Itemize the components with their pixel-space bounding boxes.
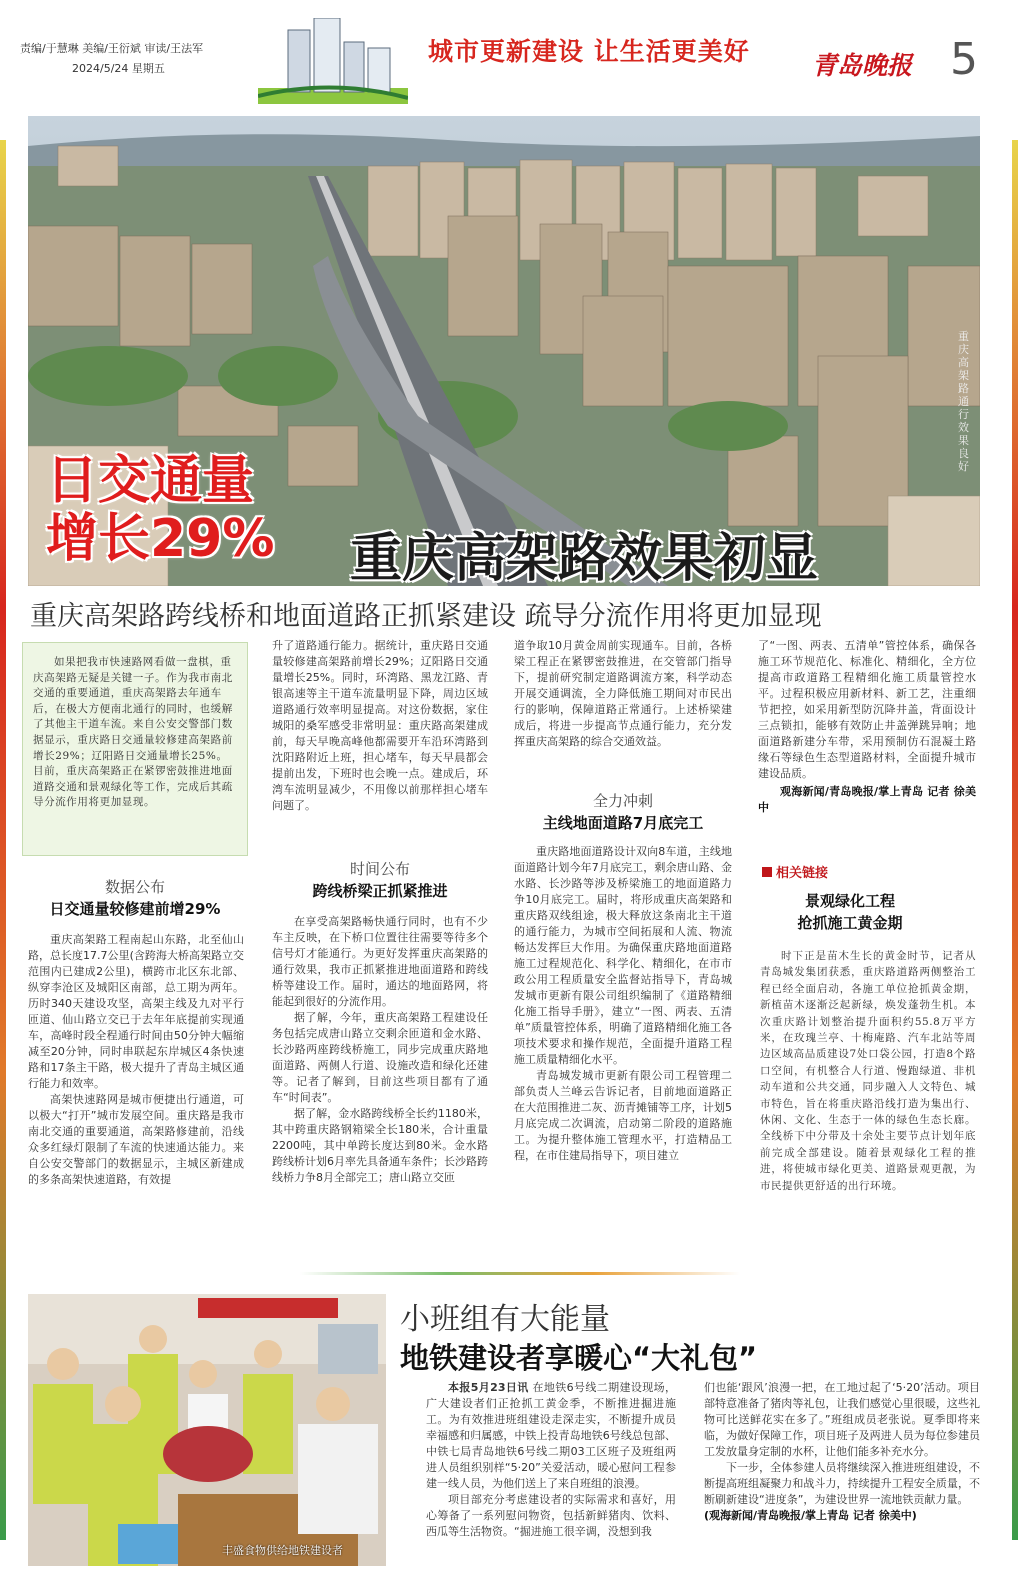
- related-title: [760, 890, 940, 934]
- page-header: [0, 0, 1024, 120]
- paragraph: 据了解，今年，重庆高架路工程建设任务包括完成唐山路立交剩余匝道和金水路、长沙路两座跨线桥施工，同步完成重庆路地面道路、两侧人行道、设施改造和绿化还建等。记者了解到，目前这些项目都有了通车“时间表”。: [272, 1011, 488, 1104]
- section1-title: 日交通量较修建前增29%: [49, 900, 221, 918]
- paragraph: 高架快速路网是城市便捷出行通道，可以极大“打开”城市发展空间。重庆路是我市南北交通的重要通道，高架路修建前，沿线众多红绿灯限制了车流的快速通达能力。来自公安交警部门的数据显示，主城区新建成的多条高架快速道路，有效提: [28, 1093, 244, 1186]
- paragraph: 在地铁6号线二期建设现场，广大建设者们正抢抓工黄金季，不断推进掘进施工。为有效推进班组建设走深走实，不断提升成员幸福感和归属感，中铁上投青岛地铁6号线总包部、中铁七局青岛地铁6号线二期03工区班子及班组两进人员组织别样“5·20”关爱活动，暖心慰问工程参建一线人员，为他们送上了来自班组的浪漫。: [426, 1381, 677, 1490]
- headline-line1: 日交通量: [46, 451, 255, 511]
- section2-title: 跨线桥梁正抓紧推进: [312, 882, 448, 900]
- related-title-line1: 景观绿化工程: [804, 892, 895, 910]
- section2-kicker: 时间公布: [349, 860, 410, 878]
- second-article-title: 地铁建设者享暖心“大礼包”: [400, 1341, 758, 1375]
- page-slogan: 城市更新建设 让生活更美好: [428, 37, 750, 66]
- section-divider: [300, 1272, 740, 1275]
- main-headline: 重庆高架路效果初显: [350, 529, 819, 589]
- article-column-3a: [514, 638, 732, 750]
- subheadline: 重庆高架路跨线桥和地面道路正抓紧建设 疏导分流作用将更加显现: [30, 601, 822, 632]
- paragraph: 青岛城发城市更新有限公司工程管理二部负责人兰峰云告诉记者，目前地面道路正在大范围推进二灰、沥青摊铺等工序，计划5月底完成二次调流，启动第二阶段的道路施工。为提升整体施工管理水平，打造精品工程，在市住建局指导下，项目建立: [514, 1069, 732, 1162]
- paragraph: 们也能‘跟风’浪漫一把，在工地过起了‘5·20’活动。项目部特意准备了猪肉等礼包，让我们感觉心里很暖，这些礼物可比送鲜花实在多了。”班组成员老张说。夏季即将来临，为做好保障工作，项目班子及两进人员为每位参建员工发放量身定制的水杯，让他们能多补充水分。: [704, 1381, 980, 1458]
- article-column-3b: [514, 844, 732, 1164]
- paragraph: 下一步，全体参建人员将继续深入推进班组建设，不断提高班组凝聚力和战斗力，持续提升工程安全质量，不断刷新建设“进度条”，为建设世界一流地铁贡献力量。: [704, 1461, 980, 1506]
- editor-credits: 责编/于慧琳 美编/王衍斌 审读/王法军: [20, 42, 204, 55]
- byline: 观海新闻/青岛晚报/掌上青岛 记者 徐美中: [758, 785, 976, 814]
- issue-date: 2024/5/24 星期五: [72, 62, 165, 75]
- article-column-2a: [272, 638, 488, 814]
- newspaper-logo: 青岛晚报: [812, 51, 913, 80]
- article-column-4: [758, 638, 976, 816]
- paragraph: 重庆高架路工程南起山东路，北至仙山路，总长度17.7公里(含跨海大桥高架路立交范围内已建成2公里)，横跨市北区东北部、纵穿李沧区及城阳区南部，总工期为两年。历时340天建设攻坚，高架主线及九对平行匝道、仙山路立交已于去年年底提前实现通车，高峰时段全程通行时间由50分钟大幅缩减至20分钟，同时串联起东岸城区4条快速路和17条主干路，极大提升了青岛主城区通行能力和效率。: [28, 933, 244, 1090]
- building-illustration: [258, 18, 408, 104]
- headline-highlight: [46, 452, 274, 568]
- paragraph: 重庆路地面道路设计双向8车道，主线地面道路计划今年7月底完工，剩余唐山路、金水路、长沙路等涉及桥梁施工的地面道路力争10月底完工。届时，将形成重庆高架路和重庆路双线组途，极大释放这条南北主干道的通行能力，为城市空间拓展和人流、物流畅达发挥巨大作用。为确保重庆路地面道路施工过程规范化、科学化、精细化，在市市政公用工程质量安全监督站指导下，青岛城发城市更新有限公司组织编制了《道路精细化施工指导手册》，建立“一图、两表、五清单”质量管控体系，明确了道路精细化施工各项技术要求和操作规范，全面提升道路工程施工质量精细化水平。: [514, 845, 732, 1066]
- paragraph: 在享受高架路畅快通行同时，也有不少车主反映，在下桥口位置往往需要等待多个信号灯才能通行。为更好发挥重庆高架路的通行效果，我市正抓紧推进地面道路和跨线桥等建设工作。届时，通达的地面路网，将能起到很好的分流作用。: [272, 915, 488, 1008]
- paragraph: 项目部充分考虑建设者的实际需求和喜好，用心筹备了一系列慰问物资，包括新鲜猪肉、饮料、西瓜等生活物资。“掘进施工很辛调，没想到我: [426, 1493, 676, 1538]
- paragraph: 升了道路通行能力。据统计，重庆路日交通量较修建高架路前增长29%；辽阳路日交通量增长25%。同时，环湾路、黑龙江路、青银高速等主干道车流量明显下降，周边区域道路通行效率明显提高。对这份数据，家住城阳的桑军感受非常明显：重庆路高架建成前，每天早晚高峰他都需要开车沿环湾路到沈阳路附近上班，担心堵车，每天早晨都会提前出发，下班时也会晚一点。建成后，环湾车流明显减少，不用像以前那样担心堵车问题了。: [272, 639, 488, 812]
- workers-photo: [28, 1294, 386, 1566]
- related-title-line2: 抢抓施工黄金期: [797, 914, 903, 932]
- section3-kicker: 全力冲刺: [592, 792, 653, 810]
- section1-kicker: 数据公布: [104, 878, 165, 896]
- section3-title: 主线地面道路7月底完工: [542, 814, 704, 832]
- page-number: 5: [950, 34, 978, 85]
- second-article-column-1: [426, 1380, 676, 1540]
- photo-credit: 重庆高架路通行效果良好: [958, 330, 969, 473]
- article-column-1: [28, 932, 244, 1188]
- second-article-column-2: [704, 1380, 980, 1524]
- right-color-edge: [1012, 140, 1018, 1540]
- photo-caption: 丰盛食物供给地铁建设者: [222, 1544, 343, 1557]
- byline: (观海新闻/青岛晚报/掌上青岛 记者 徐美中): [704, 1509, 917, 1522]
- related-link-label: 相关链接: [762, 862, 828, 881]
- dateline: 本报5月23日讯: [448, 1381, 529, 1394]
- paragraph: 了“一图、两表、五清单”管控体系，确保各施工环节规范化、标准化、精细化，全方位提高市政道路工程精细化施工质量管控水平。过程积极应用新材料、新工艺，注重细节把控，如采用新型防沉降井盖，背面设计三点锁扣，能够有效防止井盖弹跳异响；地面道路新建分车带，采用预制仿石混凝土路缘石等绿色生态型道路材料，全面提升城市建设品质。: [758, 639, 976, 780]
- lead-summary-box: 如果把我市快速路网看做一盘棋，重庆高架路无疑是关键一子。作为我市南北交通的重要通道，重庆高架路去年通车后，在极大方便南北通行的同时，也缓解了其他主干道车流。来自公安交警部门数据显示，重庆路日交通量较修建高架路前增长29%；辽阳路日交通量增长25%。目前，重庆高架路正在紧锣密鼓推进地面道路交通和景观绿化等工作，完成后其疏导分流作用将更加显现。: [22, 642, 248, 856]
- paragraph: 道争取10月黄金周前实现通车。目前，各桥梁工程正在紧锣密鼓推进，在交管部门指导下，提前研究制定道路调流方案，科学动态开展交通调流，全力降低施工期间对市民出行的影响，保障道路正常通行。上述桥梁建成后，将进一步提高节点通行能力，充分发挥重庆高架路的综合交通效益。: [514, 639, 732, 748]
- paragraph: 据了解，金水路跨线桥全长约1180米，其中跨重庆路钢箱梁全长180米，合计重量2200吨，其中单跨长度达到80米。金水路跨线桥计划6月率先具备通车条件；长沙路跨线桥力争8月全部完工；唐山路立交匝: [272, 1107, 488, 1184]
- related-body: 时下正是苗木生长的黄金时节，记者从青岛城发集团获悉，重庆路道路两侧整治工程已经全面启动，各施工单位抢抓黄金期，新植苗木逐渐泛起新绿，焕发蓬勃生机。本次重庆路计划整治提升面积约55.8万平方米，在玫瑰兰亭、十梅庵路、汽车北站等周边区域高品质建设7处口袋公园，打造8个路口空间，有机整合人行道、慢跑绿道、非机动车道和公共交通，同步融入人文特色、城市特色，旨在将重庆路沿线打造为集出行、休闲、文化、生态于一体的绿色生态长廊。全线桥下中分带及十余处主要节点计划年底前完成全部建设。随着景观绿化工程的推进，将使城市绿化更美、道路景观更靓，为市民提供更舒适的出行环境。: [760, 950, 976, 1192]
- second-article-kicker: 小班组有大能量: [400, 1302, 610, 1337]
- headline-line2: 增长29%: [46, 509, 275, 569]
- left-color-edge: [0, 140, 6, 1540]
- article-column-2b: [272, 914, 488, 1186]
